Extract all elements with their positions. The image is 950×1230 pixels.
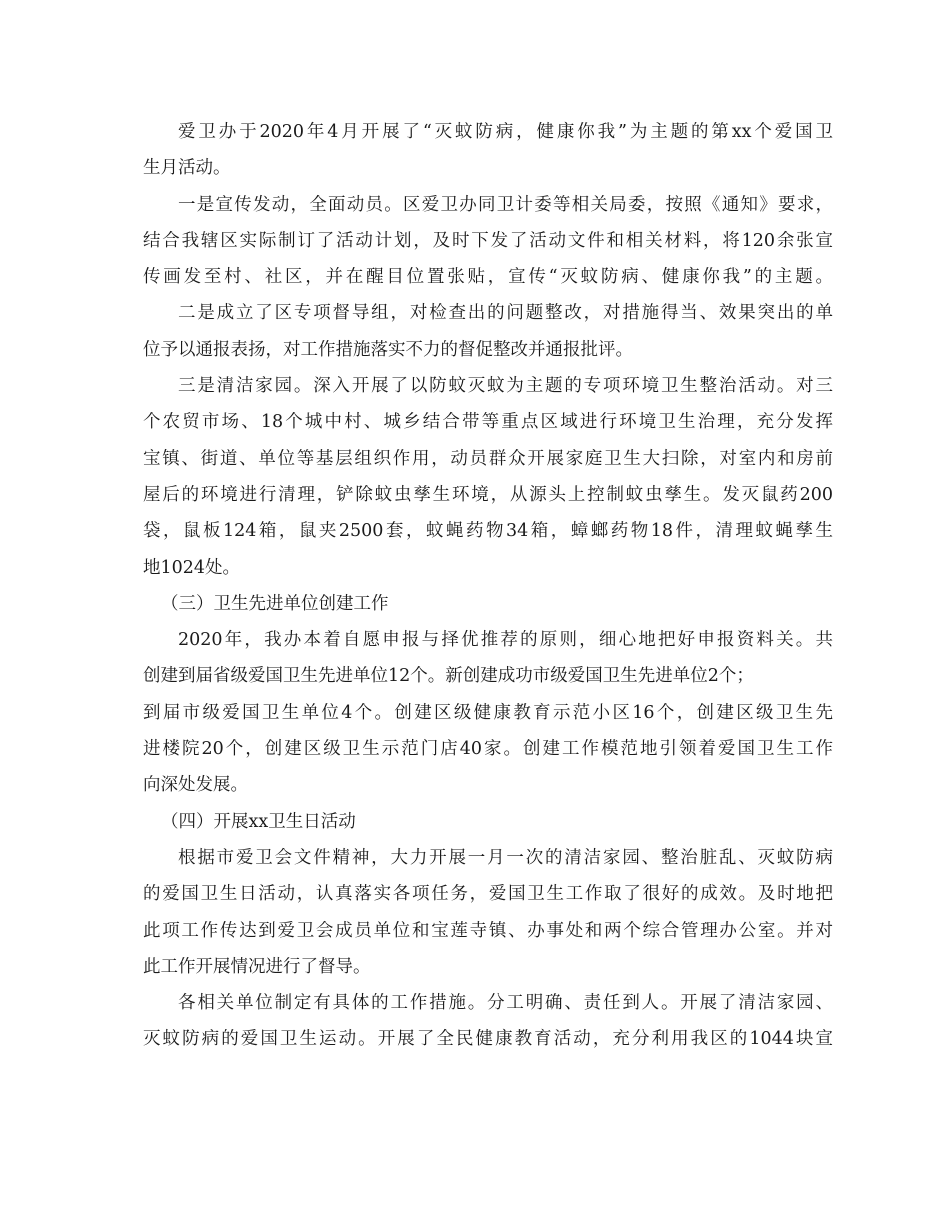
text-line: 生月活动。 [143,158,231,179]
text-line: 根据市爱卫会文件精神，大力开展一月一次的清洁家园、整治脏乱、灭蚊防病 [178,847,833,868]
section-heading: （三）卫生先进单位创建工作 [161,593,389,614]
document-body [143,114,833,1058]
text-line: 结合我辖区实际制订了活动计划，及时下发了活动文件和相关材料，将120余张宣 [143,230,833,251]
text-line: 三是清洁家园。深入开展了以防蚊灭蚊为主题的专项环境卫生整治活动。对三 [178,376,833,397]
text-line: 此项工作传达到爱卫会成员单位和宝莲寺镇、办事处和两个综合管理办公室。并对 [143,920,833,941]
text-line: 的爱国卫生日活动，认真落实各项任务，爱国卫生工作取了很好的成效。及时地把 [143,884,833,905]
text-line: 袋，鼠板124箱，鼠夹2500套，蚊蝇药物34箱，蟑螂药物18件，清理蚊蝇孳生 [143,521,833,542]
text-line: 位予以通报表扬，对工作措施落实不力的督促整改并通报批评。 [143,339,633,360]
text-line: 传画发至村、社区，并在醒目位置张贴，宣传“灭蚊防病、健康你我”的主题。 [143,267,833,288]
text-line: 地1024处。 [143,557,241,578]
text-line: 灭蚊防病的爱国卫生运动。开展了全民健康教育活动，充分利用我区的1044块宣 [143,1029,833,1050]
text-line: 此工作开展情况进行了督导。 [143,956,371,977]
text-line: 进楼院20个，创建区级卫生示范门店40家。创建工作模范地引领着爱国卫生工作 [143,739,833,760]
text-line: 宝镇、街道、单位等基层组织作用，动员群众开展家庭卫生大扫除，对室内和房前 [143,448,833,469]
text-line: 爱卫办于2020年4月开展了“灭蚊防病，健康你我”为主题的第xx个爱国卫 [178,122,833,142]
section-heading: （四）开展xx卫生日活动 [161,811,356,832]
text-line: 向深处发展。 [143,775,248,796]
text-line: 各相关单位制定有具体的工作措施。分工明确、责任到人。开展了清洁家园、 [178,993,833,1014]
text-line: 个农贸市场、18个城中村、城乡结合带等重点区域进行环境卫生治理，充分发挥 [143,412,833,433]
text-line: 创建到届省级爱国卫生先进单位12个。新创建成功市级爱国卫生先进单位2个； [143,666,754,687]
text-line: 屋后的环境进行清理，铲除蚊虫孳生环境，从源头上控制蚊虫孳生。发灭鼠药200 [143,484,833,505]
text-line: 一是宣传发动，全面动员。区爱卫办同卫计委等相关局委，按照《通知》要求， [178,194,833,215]
text-line: 二是成立了区专项督导组，对检查出的问题整改，对措施得当、效果突出的单 [178,303,833,324]
text-line: 2020年，我办本着自愿申报与择优推荐的原则，细心地把好申报资料关。共 [178,630,833,651]
text-line: 到届市级爱国卫生单位4个。创建区级健康教育示范小区16个，创建区级卫生先 [143,702,833,723]
